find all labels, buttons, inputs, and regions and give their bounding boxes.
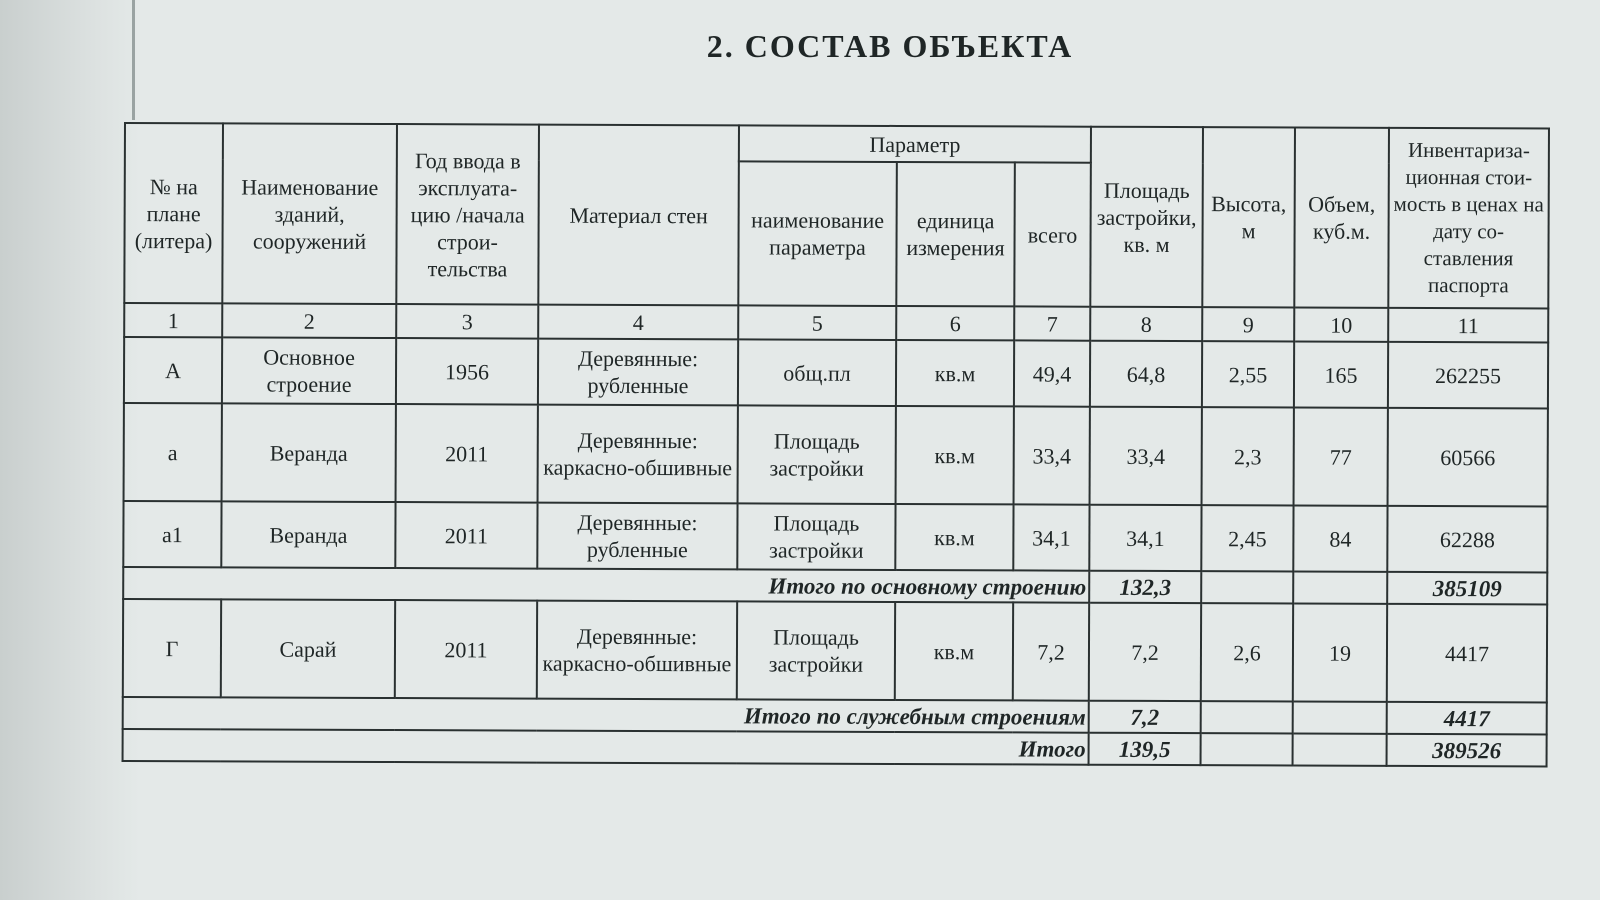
cell-year: 2011: [395, 502, 537, 569]
column-number-row: [124, 303, 1548, 342]
table-row: [123, 599, 1547, 702]
cell-year: 1956: [396, 338, 538, 405]
cell-inventory-cost: 60566: [1388, 408, 1548, 507]
cell-plan-number: Г: [123, 599, 221, 697]
column-number: 11: [1388, 308, 1548, 343]
cell-height: 2,55: [1202, 341, 1294, 407]
object-composition-table: [122, 122, 1550, 767]
cell-building-name: Сарай: [221, 599, 395, 698]
cell-inventory-cost: 62288: [1387, 506, 1547, 573]
cell-building-name: Веранда: [221, 501, 395, 568]
cell-built-area: 33,4: [1090, 407, 1202, 505]
subtotal-main-area: 132,3: [1089, 571, 1201, 603]
column-number: 6: [896, 306, 1014, 340]
cell-inventory-cost: 262255: [1388, 342, 1548, 409]
cell-building-name: Основное строение: [222, 337, 396, 404]
cell-wall-material: Деревянные: каркасно-обшивные: [538, 405, 738, 504]
object-composition-sheet: [122, 122, 1548, 767]
cell-unit: кв.м: [895, 504, 1013, 570]
cell-unit: кв.м: [896, 340, 1014, 406]
cell-volume: 19: [1293, 603, 1387, 701]
empty-cell: [1201, 733, 1293, 765]
cell-total: 49,4: [1014, 340, 1090, 406]
cell-year: 2011: [395, 600, 537, 699]
cell-wall-material: Деревянные: рубленные: [537, 503, 737, 570]
subtotal-main-cost: 385109: [1387, 572, 1547, 605]
col-header-height: Высота, м: [1202, 127, 1295, 307]
cell-inventory-cost: 4417: [1387, 604, 1547, 703]
empty-cell: [1293, 571, 1387, 603]
column-number: 1: [124, 303, 222, 337]
cell-year: 2011: [396, 404, 538, 503]
column-number: 9: [1202, 307, 1294, 341]
page-binding-shadow: [0, 0, 140, 900]
empty-cell: [1201, 701, 1293, 733]
cell-height: 2,45: [1201, 505, 1293, 571]
column-number: 5: [738, 305, 896, 340]
grand-total-cost: 389526: [1387, 734, 1547, 767]
cell-total: 7,2: [1013, 602, 1089, 700]
cell-unit: кв.м: [896, 406, 1014, 504]
grand-total-label: Итого: [123, 729, 1089, 765]
cell-total: 33,4: [1014, 406, 1090, 504]
col-header-unit: единица измерения: [896, 162, 1015, 306]
cell-parameter-name: Площадь застройки: [737, 503, 895, 570]
cell-parameter-name: Площадь застройки: [737, 601, 895, 700]
empty-cell: [1293, 733, 1387, 765]
subtotal-service-area: 7,2: [1089, 701, 1201, 733]
cell-parameter-name: Площадь застройки: [738, 405, 896, 504]
col-header-inventory-cost: Инвентариза-ционная стои-мость в ценах на дату со-ставления паспорта: [1388, 128, 1549, 309]
subtotal-main-label: Итого по основному строению: [123, 567, 1089, 603]
grand-total-row: [123, 729, 1547, 766]
empty-cell: [1201, 571, 1293, 603]
col-header-built-area: Площадь застройки, кв. м: [1090, 127, 1203, 307]
column-number: 4: [538, 305, 738, 340]
col-header-volume: Объем, куб.м.: [1294, 127, 1389, 307]
col-header-total: всего: [1014, 162, 1091, 306]
cell-built-area: 7,2: [1089, 603, 1201, 701]
cell-plan-number: а: [124, 403, 222, 501]
grand-total-area: 139,5: [1089, 733, 1201, 765]
column-number: 10: [1294, 307, 1388, 341]
col-header-wall-material: Материал стен: [538, 125, 739, 306]
cell-built-area: 64,8: [1090, 341, 1202, 407]
page-title: 2. СОСТАВ ОБЪЕКТА: [706, 28, 1074, 64]
col-header-building-name: Наименование зданий, сооружений: [222, 123, 397, 304]
cell-total: 34,1: [1013, 504, 1089, 570]
cell-building-name: Веранда: [222, 403, 396, 502]
col-header-plan-number: № на плане (литера): [124, 123, 223, 303]
cell-volume: 77: [1294, 407, 1388, 505]
cell-wall-material: Деревянные: рубленные: [538, 339, 738, 406]
subtotal-service-cost: 4417: [1387, 702, 1547, 735]
table-row: [124, 403, 1548, 506]
col-header-parameter-name: наименование параметра: [738, 161, 897, 306]
column-number: 2: [222, 303, 396, 338]
cell-volume: 165: [1294, 341, 1388, 407]
cell-height: 2,6: [1201, 603, 1293, 701]
table-row: [124, 337, 1548, 408]
column-number: 7: [1014, 306, 1090, 340]
empty-cell: [1293, 701, 1387, 733]
cell-wall-material: Деревянные: каркасно-обшивные: [537, 601, 737, 700]
cell-built-area: 34,1: [1089, 505, 1201, 571]
cell-plan-number: а1: [123, 501, 221, 567]
cell-plan-number: А: [124, 337, 222, 403]
column-number: 8: [1090, 307, 1202, 341]
cell-volume: 84: [1293, 505, 1387, 571]
col-header-parameter-group: Параметр: [739, 125, 1091, 162]
table-row: [123, 501, 1547, 572]
col-header-year: Год ввода в эксплуата-цию /начала строи-тельства: [396, 124, 539, 305]
cell-parameter-name: общ.пл: [738, 339, 896, 406]
cell-height: 2,3: [1202, 407, 1294, 505]
header-row-top: [125, 123, 1549, 164]
subtotal-service-label: Итого по служебным строениям: [123, 697, 1089, 733]
column-number: 3: [396, 304, 538, 339]
cell-unit: кв.м: [895, 602, 1013, 700]
